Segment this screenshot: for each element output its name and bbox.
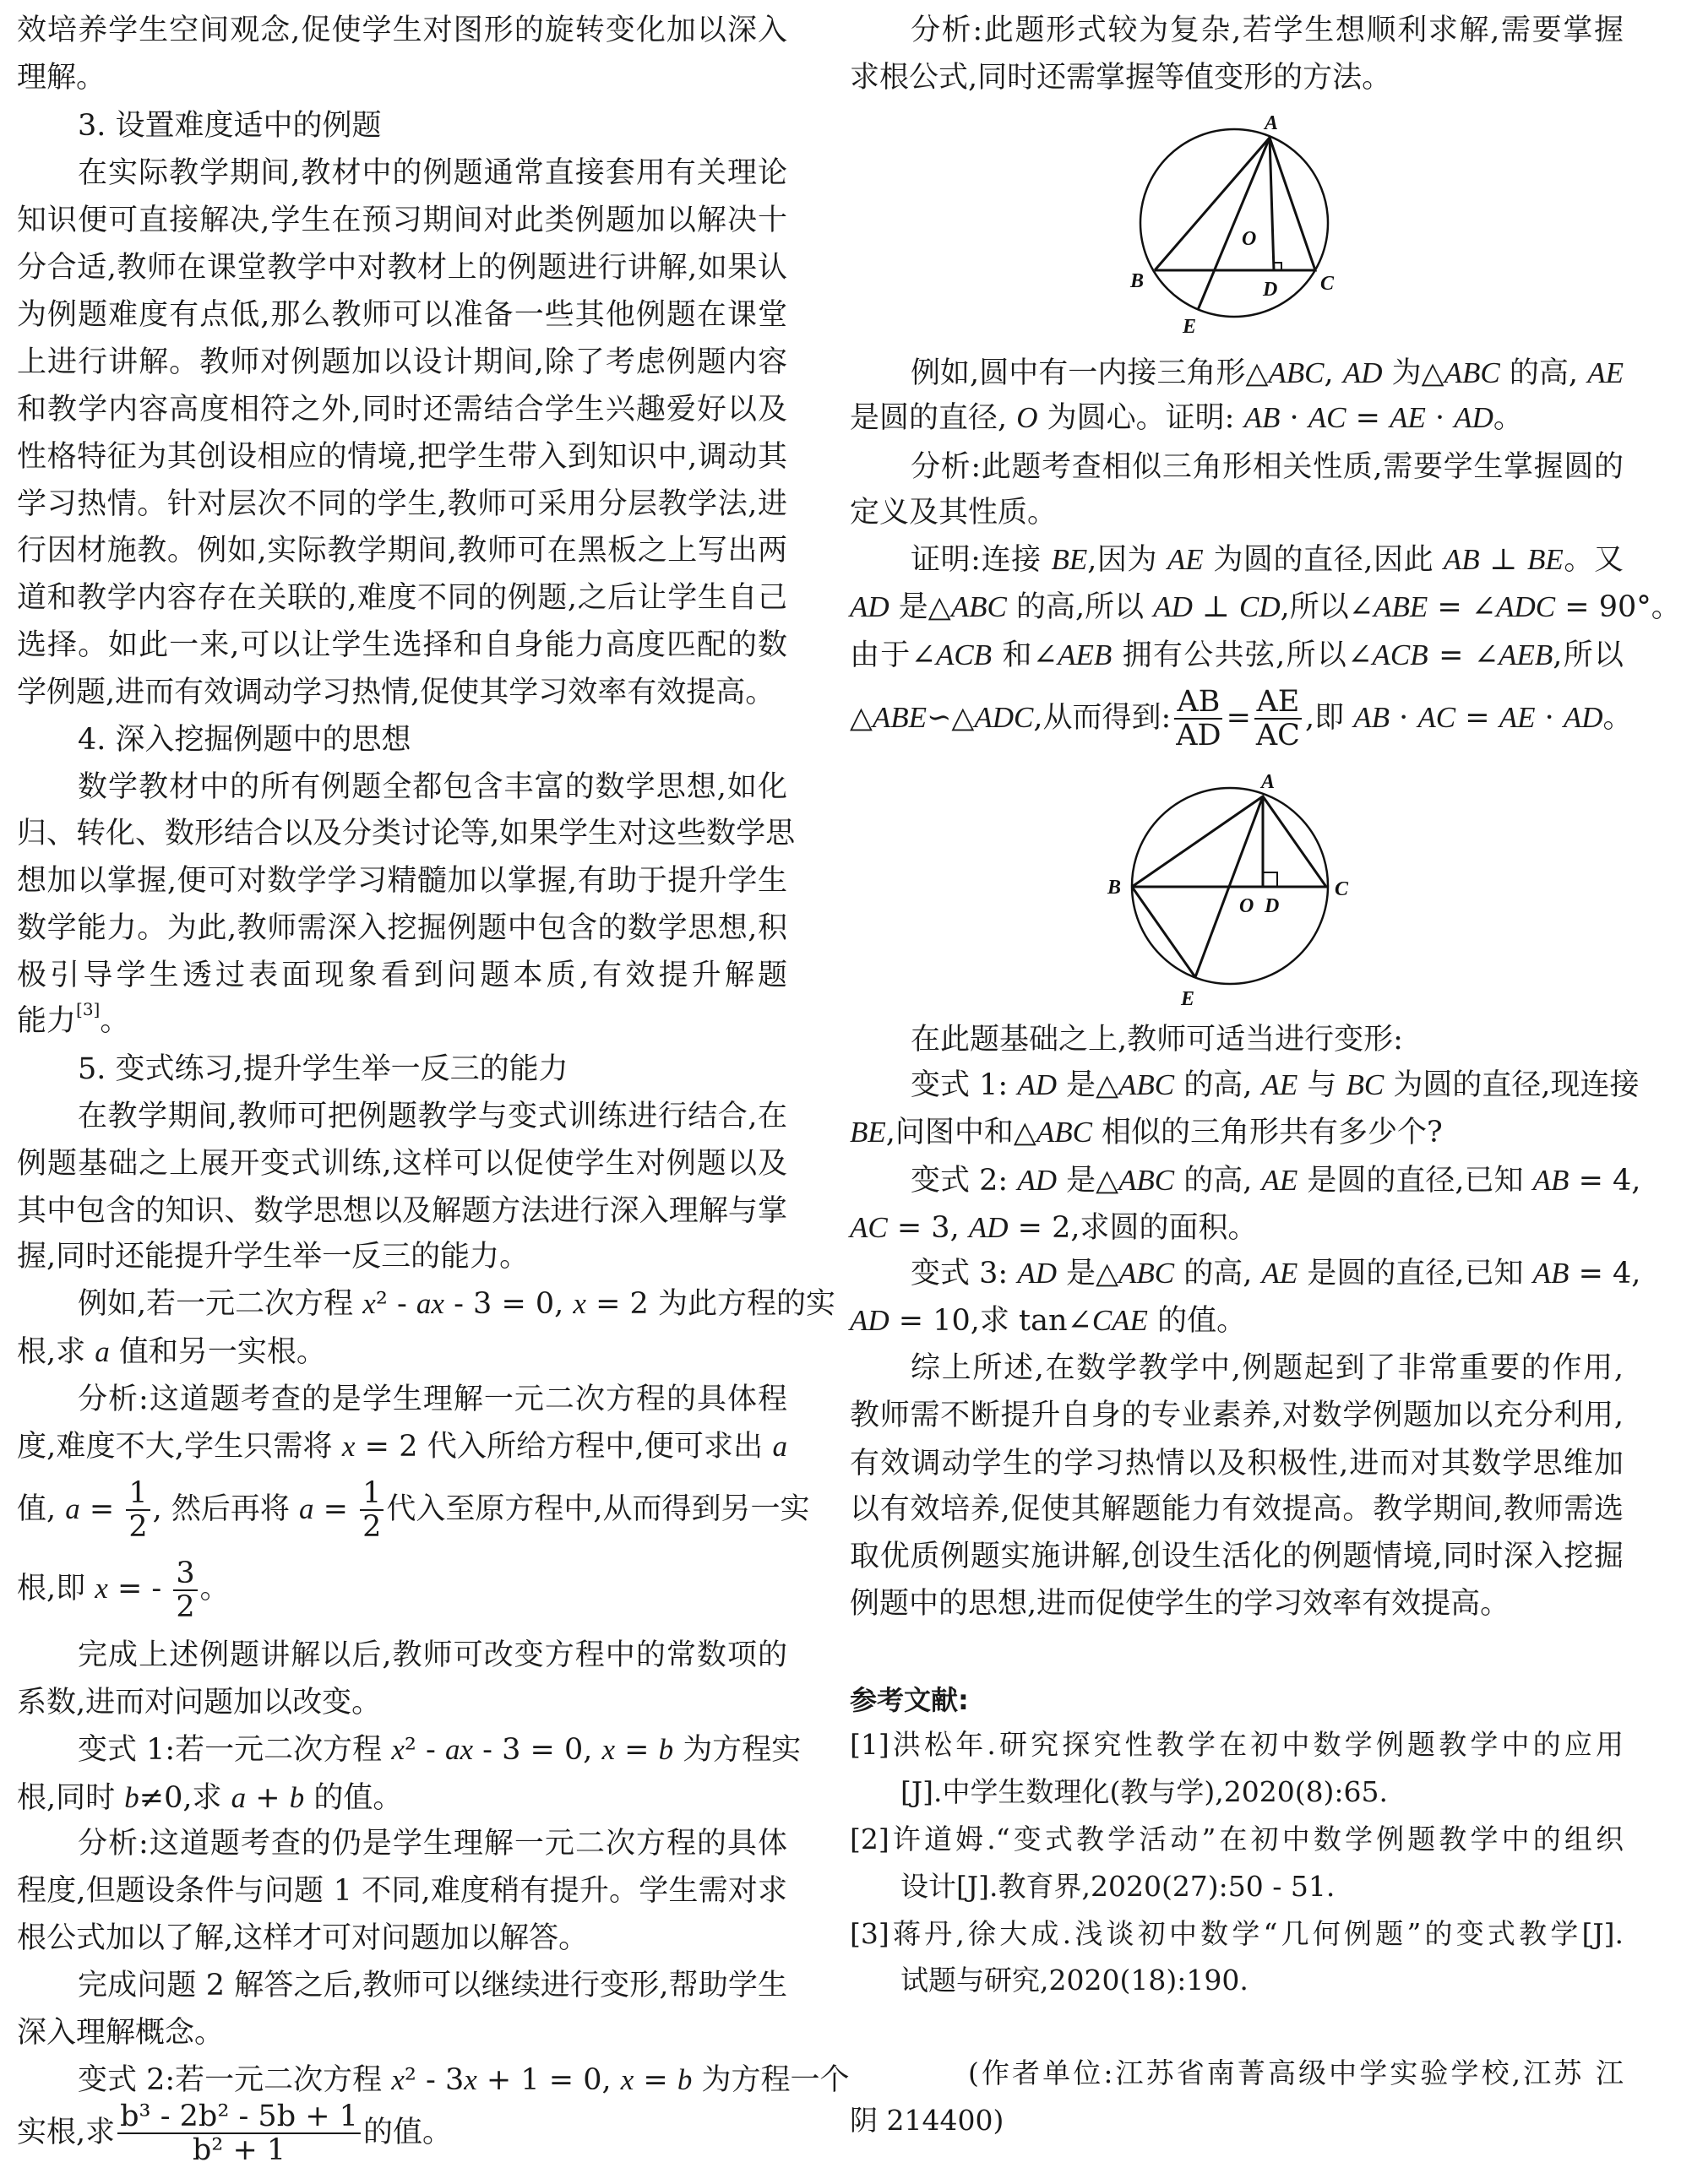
line-text: 分析:这道题考查的仍是学生理解一元二次方程的具体 (78, 1826, 787, 1861)
line-text: 实根,求 (17, 2115, 116, 2149)
line-text: (作者单位:江苏省南菁高级中学实验学校,江苏 江 (968, 2056, 1624, 2090)
line-text: 效培养学生空间观念,促使学生对图形的旋转变化加以深入 (17, 14, 787, 48)
line-text: 性格特征为其创设相应的情境,把学生带入到知识中,调动其 (17, 440, 787, 475)
figure-2-segment-be (1132, 887, 1195, 977)
line-text: 根,同时 b≠0,求 a + b 的值。 (17, 1780, 403, 1815)
label-c: C (1320, 273, 1335, 295)
fraction-numerator: AB (1174, 686, 1222, 720)
line-text: [1]洪松年.研究探究性教学在初中数学例题教学中的应用 (850, 1727, 1624, 1761)
line-text: 选择。如此一来,可以让学生选择和自身能力高度匹配的数 (17, 627, 787, 662)
line-text: 根公式加以了解,这样才可对问题加以解答。 (17, 1921, 589, 1956)
line-text: 综上所述,在数学教学中,例题起到了非常重要的作用, (911, 1351, 1624, 1386)
line-text: 代入至原方程中,从而得到另一实 (386, 1491, 810, 1526)
line-text: 定义及其性质。 (850, 496, 1058, 530)
line-text: 变式 1:若一元二次方程 x² - ax - 3 = 0, x = b 为方程实 (78, 1733, 802, 1768)
line-text: 系数,进而对问题加以改变。 (17, 1686, 382, 1720)
line-text: [2]许道姆.“变式教学活动”在初中数学例题教学中的组织 (850, 1823, 1624, 1855)
figure-1-triangle (1155, 138, 1315, 270)
line-text: 取优质例题实施讲解,创设生活化的例题情境,同时深入挖掘 (850, 1540, 1624, 1574)
fraction-denominator: b² + 1 (192, 2133, 286, 2167)
line-text: ,即 AB · AC = AE · AD。 (1304, 700, 1633, 735)
figure-1-diameter-ae (1198, 138, 1270, 310)
line-text: 在教学期间,教师可把例题教学与变式训练进行结合,在 (78, 1099, 787, 1133)
line-text: [3]蒋丹,徐大成.浅谈初中数学“几何例题”的变式教学[J]. (850, 1917, 1624, 1951)
label-a: A (1261, 771, 1276, 793)
label-c: C (1335, 878, 1349, 900)
line-text: 极引导学生透过表面现象看到问题本质,有效提升解题 (17, 959, 787, 992)
line-text: 上进行讲解。教师对例题加以设计期间,除了考虑例题内容 (17, 345, 787, 379)
line-text: 是圆的直径, O 为圆心。证明: AB · AC = AE · AD。 (850, 401, 1523, 435)
line-text: 学习热情。针对层次不同的学生,教师可采用分层教学法,进 (17, 487, 787, 522)
line-text: 例如,若一元二次方程 x² - ax - 3 = 0, x = 2 为此方程的实 (78, 1287, 835, 1322)
line-text: 完成上述例题讲解以后,教师可改变方程中的常数项的 (78, 1638, 787, 1673)
line-text: 分析:这道题考查的是学生理解一元二次方程的具体程 (78, 1382, 787, 1416)
line-text: 。 (199, 1572, 230, 1605)
line-text: 其中包含的知识、数学思想以及解题方法进行深入理解与掌 (17, 1193, 787, 1228)
line-text: 在此题基础之上,教师可适当进行变形: (911, 1022, 1403, 1057)
label-d: D (1263, 279, 1278, 301)
line-text: 理解。 (17, 61, 106, 95)
line-text: 例题基础之上展开变式训练,这样可以促使学生对例题以及 (17, 1146, 787, 1181)
figure-1-altitude-ad (1270, 138, 1274, 270)
fraction-numerator: 1 (360, 1477, 384, 1511)
line-text: 根,即 x = - (17, 1572, 171, 1605)
line-text: , 然后再将 a = (152, 1491, 358, 1526)
fraction-denominator: AD (1176, 719, 1221, 753)
line-text: 例如,圆中有一内接三角形△ABC, AD 为△ABC 的高, AE (911, 356, 1624, 391)
line-text: 变式 2:若一元二次方程 x² - 3x + 1 = 0, x = b 为方程一个 (78, 2063, 850, 2098)
line-text: 有效调动学生的学习热情以及积极性,进而对其数学思维加 (850, 1446, 1624, 1480)
line-text: 设计[J].教育界,2020(27):50 - 51. (900, 1870, 1336, 1904)
figure-2-triangle (1132, 796, 1326, 887)
line-text: 参考文献: (850, 1684, 969, 1716)
line-text: 变式 1: AD 是△ABC 的高, AE 与 BC 为圆的直径,现连接 (911, 1068, 1640, 1103)
line-text: 阴 214400) (850, 2104, 1004, 2138)
line-text: 和教学内容高度相符之外,同时还需结合学生兴趣爱好以及 (17, 393, 787, 427)
line-text: AD 是△ABC 的高,所以 AD ⊥ CD,所以∠ABE = ∠ADC = 90°。 (850, 590, 1681, 625)
line-text: 深入理解概念。 (17, 2016, 225, 2051)
line-text: 程度,但题设条件与问题 1 不同,难度稍有提升。学生需对求 (17, 1874, 787, 1909)
line-text: △ABE∽△ADC,从而得到: (850, 700, 1172, 735)
fraction-numerator: 1 (126, 1477, 150, 1511)
label-b: B (1130, 270, 1145, 292)
fraction-denominator: 2 (128, 1510, 148, 1545)
line-text: [J].中学生数理化(教与学),2020(8):65. (900, 1774, 1389, 1808)
line-text: 教师需不断提升自身的专业素养,对数学例题加以充分利用, (850, 1399, 1624, 1433)
line-text: 行因材施教。例如,实际教学期间,教师可在黑板之上写出两 (17, 533, 787, 568)
line-text: 分析:此题形式较为复杂,若学生想顺利求解,需要掌握 (911, 14, 1624, 48)
line-text: 在实际教学期间,教材中的例题通常直接套用有关理论 (78, 155, 787, 190)
fraction-numerator: AE (1254, 686, 1303, 720)
line-text: 4. 深入挖掘例题中的思想 (78, 723, 411, 758)
line-text: 归、转化、数形结合以及分类讨论等,如果学生对这些数学思 (17, 816, 796, 850)
figure-2-circle-triangle (1132, 788, 1328, 984)
label-e: E (1183, 316, 1197, 338)
line-text: 变式 2: AD 是△ABC 的高, AE 是圆的直径,已知 AB = 4, (911, 1163, 1641, 1198)
citation-superscript: [3] (76, 999, 101, 1020)
line-text: 能力 (17, 1004, 77, 1039)
line-text: 学例题,进而有效调动学习热情,促使其学习效率有效提高。 (17, 676, 775, 710)
figure-2-right-angle-mark (1263, 872, 1277, 887)
line-text: 试题与研究,2020(18):190. (900, 1963, 1249, 1997)
line-text: AD = 10,求 tan∠CAE 的值。 (850, 1304, 1247, 1339)
line-text: 。 (100, 1004, 130, 1039)
line-text: 求根公式,同时还需掌握等值变形的方法。 (850, 61, 1392, 95)
fraction-denominator: 2 (176, 1589, 195, 1624)
label-d: D (1265, 895, 1280, 917)
line-text: 以有效培养,促使其解题能力有效提高。教学期间,教师需选 (850, 1491, 1624, 1526)
line-text: 数学能力。为此,教师需深入挖掘例题中包含的数学思想,积 (17, 910, 787, 945)
fraction-denominator: 2 (362, 1510, 382, 1545)
line-text: 分析:此题考查相似三角形相关性质,需要学生掌握圆的 (911, 449, 1624, 484)
line-text: 度,难度不大,学生只需将 x = 2 代入所给方程中,便可求出 a (17, 1429, 787, 1464)
line-text: 5. 变式练习,提升学生举一反三的能力 (78, 1051, 568, 1086)
label-o: O (1242, 228, 1257, 250)
line-text: 分合适,教师在课堂教学中对教材上的例题进行讲解,如果认 (17, 250, 787, 285)
line-text: 知识便可直接解决,学生在预习期间对此类例题加以解决十 (17, 203, 787, 237)
line-text: 例题中的思想,进而促使学生的学习效率有效提高。 (850, 1587, 1510, 1622)
label-o: O (1239, 895, 1254, 917)
label-b: B (1107, 877, 1122, 899)
label-a: A (1265, 112, 1279, 134)
line-text: = (1226, 700, 1251, 735)
line-text: 完成问题 2 解答之后,教师可以继续进行变形,帮助学生 (78, 1969, 787, 2003)
line-text: 由于∠ACB 和∠AEB 拥有公共弦,所以∠ACB = ∠AEB,所以 (850, 638, 1624, 672)
fraction-numerator: 3 (173, 1557, 197, 1591)
line-text: 为例题难度有点低,那么教师可以准备一些其他例题在课堂 (17, 297, 787, 332)
figure-1-circle-triangle (1140, 129, 1328, 317)
line-text: 想加以掌握,便可对数学学习精髓加以掌握,有助于提升学生 (17, 863, 787, 898)
line-text: 握,同时还能提升学生举一反三的能力。 (17, 1240, 530, 1274)
line-text: AC = 3, AD = 2,求圆的面积。 (850, 1210, 1258, 1245)
line-text: 值, a = (17, 1491, 124, 1526)
line-text: 3. 设置难度适中的例题 (78, 108, 382, 143)
line-text: BE,问图中和△ABC 相似的三角形共有多少个? (850, 1116, 1443, 1150)
fraction-denominator: AC (1255, 719, 1300, 753)
fraction-numerator: b³ - 2b² - 5b + 1 (117, 2100, 361, 2134)
line-text: 证明:连接 BE,因为 AE 为圆的直径,因此 AB ⊥ BE。又 (911, 543, 1624, 578)
line-text: 的值。 (362, 2115, 452, 2149)
label-e: E (1181, 988, 1195, 1010)
line-text: 数学教材中的所有例题全都包含丰富的数学思想,如化 (78, 770, 787, 805)
line-text: 变式 3: AD 是△ABC 的高, AE 是圆的直径,已知 AB = 4, (911, 1257, 1641, 1291)
line-text: 道和教学内容存在关联的,难度不同的例题,之后让学生自己 (17, 580, 787, 615)
line-text: 根,求 a 值和另一实根。 (17, 1334, 326, 1369)
